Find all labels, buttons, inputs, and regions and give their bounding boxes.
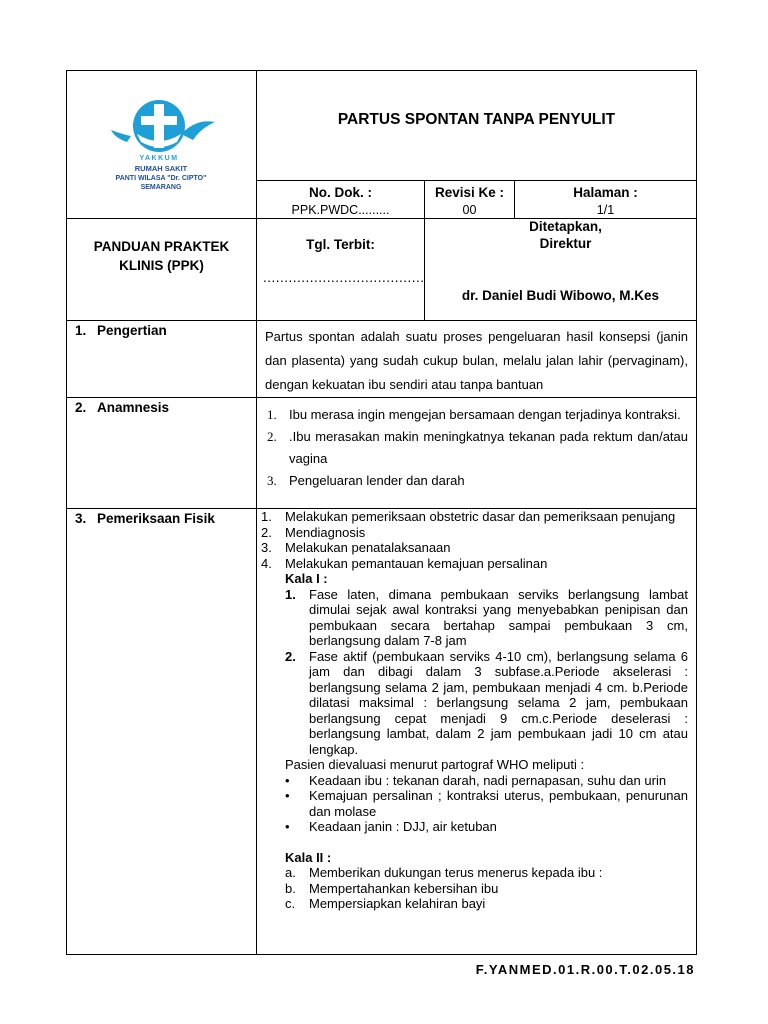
section-label-pemeriksaan: 3. Pemeriksaan Fisik bbox=[67, 509, 257, 955]
direktur-label: Direktur bbox=[539, 236, 592, 251]
pemeriksaan-content bbox=[257, 509, 697, 955]
list-item: 1. Ibu merasa ingin mengejan bersamaan dengan terjadinya kontraksi. bbox=[267, 407, 681, 422]
logo-cell bbox=[67, 71, 257, 219]
list-item: 2. Fase aktif (pembukaan serviks 4-10 cm), berlangsung selama 6 jam dan dibagi dalam 3 subfase.a.Periode akselerasi : berlangsung selama 2 jam, pembukaan menjadi 4 cm. b.Periode dilatasi maksimal : berlangsung selama 2 jam, pembukaan berlangsung cepat menjadi 9 cm.c.Periode deselerasi : berlangsung lambat, dalam 2 jam pembukaan jadi 10 cm atau lengkap. bbox=[285, 648, 688, 757]
halaman-value: 1/1 bbox=[596, 203, 615, 217]
svg-text:SEMARANG: SEMARANG bbox=[140, 183, 181, 191]
director-name: dr. Daniel Budi Wibowo, M.Kes bbox=[461, 288, 660, 303]
bullet-icon: • bbox=[285, 819, 290, 834]
ditetapkan-label: Ditetapkan, bbox=[529, 219, 602, 234]
list-item: 2. .Ibu merasakan makin meningkatnya tekanan pada rektum dan/atau vagina bbox=[267, 429, 688, 466]
halaman-cell bbox=[515, 181, 697, 219]
list-item: 3. Melakukan penatalaksanaan bbox=[261, 540, 451, 555]
hospital-logo bbox=[97, 90, 227, 200]
svg-text:PANTI WILASA "Dr. CIPTO": PANTI WILASA "Dr. CIPTO" bbox=[115, 174, 206, 182]
list-item: 2. Mendiagnosis bbox=[261, 524, 366, 540]
pengertian-text: Partus spontan adalah suatu proses pengeluaran hasil konsepsi (janin dan plasenta) yang sudah cukup bulan, melalu jalan lahir (pervaginam), dengan kekuatan ibu sendiri atau tanpa bantuan bbox=[257, 321, 697, 398]
ppk-line2: KLINIS (PPK) bbox=[119, 258, 204, 273]
list-item: 4. Melakukan pemantauan kemajuan persalinan bbox=[261, 555, 548, 571]
ditetapkan-cell bbox=[425, 219, 697, 321]
section-label-pengertian: 1. Pengertian bbox=[67, 321, 257, 398]
section-label-anamnesis: 2. Anamnesis bbox=[67, 398, 257, 509]
partograf-intro: Pasien dievaluasi menurut partograf WHO meliputi : bbox=[285, 757, 585, 772]
ppk-line1: PANDUAN PRAKTEK bbox=[93, 239, 230, 254]
kala-1-title: Kala I : bbox=[285, 571, 328, 586]
tgl-terbit-dots: ...................................... bbox=[263, 270, 425, 285]
list-item: • Keadaan ibu : tekanan darah, nadi pernapasan, suhu dan urin bbox=[285, 772, 667, 788]
list-item: c. Mempersiapkan kelahiran bayi bbox=[285, 896, 486, 911]
svg-text:RUMAH SAKIT: RUMAH SAKIT bbox=[134, 163, 187, 173]
bullet-icon: • bbox=[285, 772, 290, 788]
no-dok-label: No. Dok. : bbox=[309, 185, 372, 200]
revisi-label: Revisi Ke : bbox=[434, 185, 505, 200]
list-item: a. Memberikan dukungan terus menerus kepada ibu : bbox=[285, 865, 603, 880]
list-item: • Kemajuan persalinan ; kontraksi uterus, pembukaan, penurunan dan molase bbox=[285, 788, 688, 819]
revisi-value: 00 bbox=[462, 203, 477, 217]
anamnesis-content bbox=[257, 398, 697, 509]
document-table bbox=[66, 70, 697, 955]
no-dok-value: PPK.PWDC......... bbox=[291, 203, 390, 217]
bullet-icon: • bbox=[285, 788, 290, 803]
no-dok-cell bbox=[257, 181, 425, 219]
list-item: 1. Fase laten, dimana pembukaan serviks berlangsung lambat dimulai sejak awal kontraksi yang menyebabkan penipisan dan pembukaan secara bertahap sampai pembukaan 3 cm, berlangsung dalam 7-8 jam bbox=[285, 586, 688, 648]
svg-text:YAKKUM: YAKKUM bbox=[138, 154, 179, 162]
footer-form-code: F.YANMED.01.R.00.T.02.05.18 bbox=[475, 962, 695, 977]
halaman-label: Halaman : bbox=[573, 185, 638, 200]
tgl-terbit-label: Tgl. Terbit: bbox=[306, 237, 375, 252]
list-item: 3. Pengeluaran lender dan darah bbox=[267, 473, 465, 488]
ppk-cell bbox=[67, 219, 257, 321]
kala-2-title: Kala II : bbox=[285, 849, 332, 865]
revisi-cell bbox=[425, 181, 515, 219]
tgl-terbit-cell bbox=[257, 219, 425, 321]
list-item: • Keadaan janin : DJJ, air ketuban bbox=[285, 819, 497, 834]
document-title: PARTUS SPONTAN TANPA PENYULIT bbox=[257, 71, 697, 181]
anamnesis-list bbox=[257, 398, 696, 492]
list-item: b. Mempertahankan kebersihan ibu bbox=[285, 880, 499, 896]
list-item: 1. Melakukan pemeriksaan obstetric dasar dan pemeriksaan penujang bbox=[261, 509, 676, 524]
